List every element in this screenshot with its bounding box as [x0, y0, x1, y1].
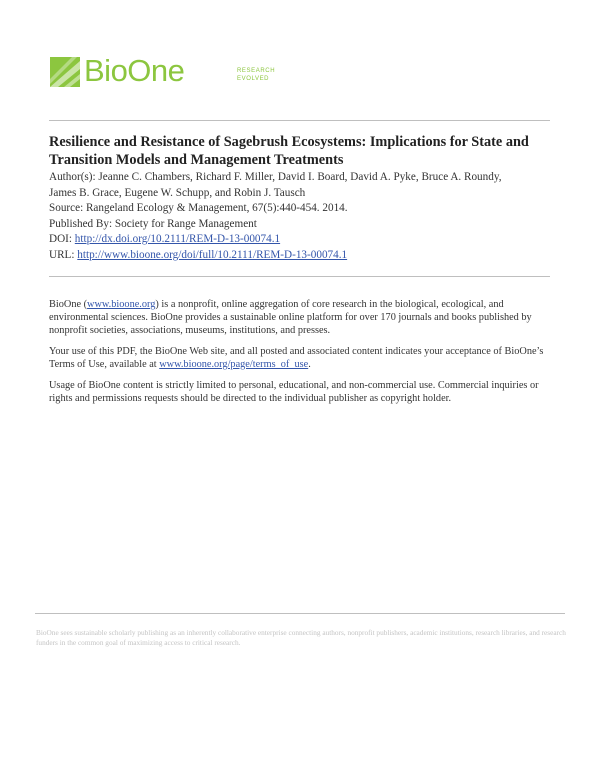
p1-rest: ) is a nonprofit, online aggregation of core research in the biological, ecological, and environmental sciences. BioOne provides a sustainable online platform for over 170 journals and books published by nonprofit societies, associations, museums, institutions, and presses. — [49, 299, 532, 336]
tagline-line-2: EVOLVED — [237, 76, 270, 82]
middle-divider — [49, 276, 550, 277]
publisher-line: Published By: Society for Range Management — [49, 217, 257, 230]
url-line — [49, 248, 549, 264]
p1-start: BioOne ( — [49, 299, 88, 310]
authors-line-1: Author(s): Jeanne C. Chambers, Richard F. Miller, David I. Board, David A. Pyke, Bruce A. Roundy, — [49, 171, 502, 183]
info-paragraph-3: Usage of BioOne content is strictly limited to personal, educational, and non-commercial use. Commercial inquiries or rights and permissions requests should be directed to the individual publisher as copyright holder. — [49, 380, 539, 404]
terms-of-use-link[interactable]: www.bioone.org/page/terms_of_use — [159, 359, 309, 370]
article-title: Resilience and Resistance of Sagebrush Ecosystems: Implications for State and Transition Models and Management Treatments — [49, 134, 529, 168]
authors-line-2: James B. Grace, Eugene W. Schupp, and Robin J. Tausch — [49, 186, 306, 199]
doi-line — [49, 232, 549, 248]
p2-start: Your use of this PDF, the BioOne Web site, and all posted and associated content indicates your acceptance of BioOne’s Terms of Use, available at — [49, 346, 544, 370]
url-label: URL: — [49, 248, 75, 261]
bioone-info — [49, 298, 552, 413]
bioone-tagline — [237, 67, 275, 83]
doi-link[interactable]: http://dx.doi.org/10.2111/REM-D-13-00074.1 — [74, 233, 281, 245]
footer-divider — [35, 613, 565, 614]
bioone-leaf-icon — [50, 57, 80, 87]
article-url-link[interactable]: http://www.bioone.org/doi/full/10.2111/REM-D-13-00074.1 — [77, 248, 348, 261]
tagline-line-1: RESEARCH — [237, 68, 276, 74]
doi-label: DOI: — [49, 233, 72, 245]
info-paragraph-1 — [49, 298, 552, 337]
info-paragraph-2 — [49, 345, 552, 371]
source-line: Source: Rangeland Ecology & Management, 67(5):440-454. 2014. — [49, 202, 348, 214]
footer-statement: BioOne sees sustainable scholarly publishing as an inherently collaborative enterprise connecting authors, nonprofit publishers, academic institutions, research libraries, and research funders in the common goal of maximizing access to critical research. — [36, 628, 566, 647]
top-divider — [49, 120, 550, 121]
bioone-wordmark: BioOne — [84, 53, 185, 88]
bioone-home-link[interactable]: www.bioone.org — [87, 299, 156, 310]
p2-end: . — [308, 359, 311, 370]
article-metadata — [49, 170, 549, 263]
